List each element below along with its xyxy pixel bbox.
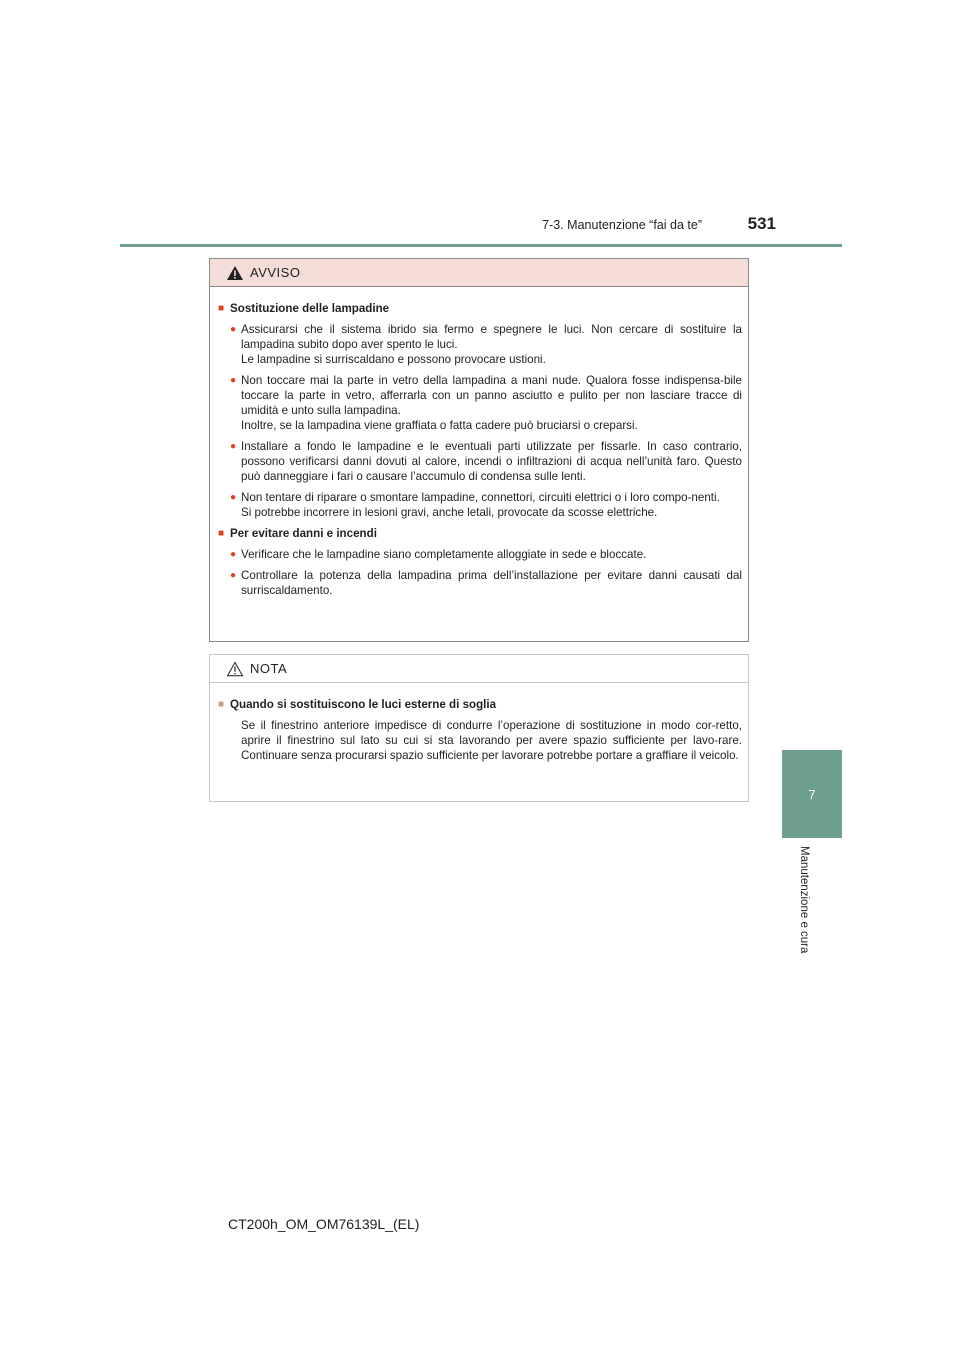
warning-triangle-icon [226,265,244,281]
header-rule [120,244,842,247]
note-body [210,683,748,763]
bullet-item [218,568,742,598]
bullet-item [218,490,742,520]
bullet-item [218,547,742,562]
bullet-dot-icon: ● [230,492,237,503]
bullet-item [218,439,742,484]
bullet-extra: Si potrebbe incorrere in lesioni gravi, anche letali, provocate da scosse elettriche. [241,506,658,519]
chapter-title: Manutenzione e cura [798,846,810,954]
warning-title: AVVISO [250,265,301,280]
section-title-text: Sostituzione delle lampadine [230,302,390,315]
warning-body [210,287,748,598]
caution-triangle-icon [226,661,244,677]
footer-document-code: CT200h_OM_OM76139L_(EL) [228,1216,420,1232]
header-section-title: 7-3. Manutenzione “fai da te” [542,218,702,232]
section-title [218,526,742,541]
page-number: 531 [747,214,776,233]
note-box [209,654,749,802]
note-header [210,655,748,683]
warning-box [209,258,749,642]
section-title [218,697,742,712]
bullet-text: Installare a fondo le lampadine e le eventuali parti utilizzate per fissarle. In caso contrario, possono verificarsi danni dovuti al calore, incendi o infiltrazioni di acqua nell’unità faro. Questo può danneggiare i fari o causare l’accumulo di condensa sulle lenti. [241,440,742,483]
section-title-text: Per evitare danni e incendi [230,527,377,540]
bullet-dot-icon: ● [230,324,237,335]
bullet-text: Verificare che le lampadine siano completamente alloggiate in sede e bloccate. [241,548,647,561]
bullet-dot-icon: ● [230,570,237,581]
square-bullet-icon: ■ [218,699,225,710]
bullet-item [218,373,742,433]
bullet-text: Non tentare di riparare o smontare lampadine, connettori, circuiti elettrici o i loro compo-nenti. [241,491,720,504]
note-paragraph: Se il finestrino anteriore impedisce di condurre l’operazione di sostituzione in modo cor-retto, aprire il finestrino sul lato su cui si sta lavorando per avere spazio sufficiente per lavo-rare. Continuare senza procurarsi spazio sufficiente per lavorare potrebbe portare a graffiare il veicolo. [241,719,742,762]
section-title-text: Quando si sostituiscono le luci esterne di soglia [230,698,497,711]
square-bullet-icon: ■ [218,528,225,539]
note-title: NOTA [250,661,288,676]
chapter-tab [782,750,842,838]
bullet-text: Assicurarsi che il sistema ibrido sia fermo e spegnere le luci. Non cercare di sostituire la lampadina subito dopo aver spento le luci. [241,323,742,351]
bullet-text: Controllare la potenza della lampadina prima dell’installazione per evitare danni causati dal surriscaldamento. [241,569,742,597]
section-title [218,301,742,316]
square-bullet-icon: ■ [218,303,225,314]
bullet-extra: Inoltre, se la lampadina viene graffiata o fatta cadere può bruciarsi o creparsi. [241,419,638,432]
bullet-dot-icon: ● [230,375,237,386]
bullet-dot-icon: ● [230,549,237,560]
bullet-text: Non toccare mai la parte in vetro della lampadina a mani nude. Qualora fosse indispensa-bile toccare la parte in vetro, afferrarla con un panno asciutto e pulito per non lasciare tracce di umidità e unto sulla lampadina. [241,374,742,417]
warning-header [210,259,748,287]
chapter-number: 7 [808,786,816,802]
bullet-dot-icon: ● [230,441,237,452]
bullet-item [218,322,742,367]
bullet-extra: Le lampadine si surriscaldano e possono provocare ustioni. [241,353,546,366]
